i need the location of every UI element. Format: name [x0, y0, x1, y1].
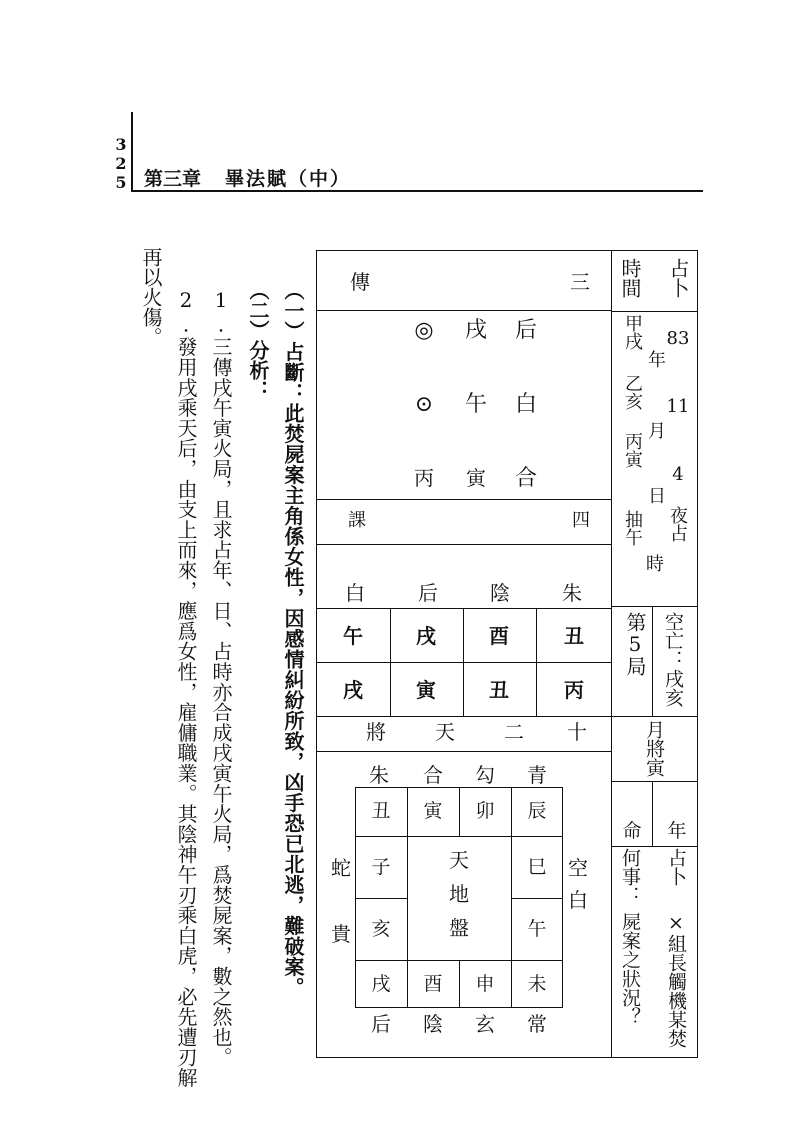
plate-branch: 辰	[527, 800, 547, 822]
plate-god: 空	[568, 856, 588, 880]
page-number-digit: 3	[115, 135, 127, 154]
san-zhuan-mark: ⊙	[414, 392, 434, 417]
plate-branch: 申	[475, 973, 495, 995]
plate-god: 貴	[331, 922, 351, 946]
time-label: 時間	[618, 258, 642, 298]
divider	[316, 716, 611, 717]
si-ke-lower: 戌	[343, 678, 363, 702]
si-ke-lower: 丑	[489, 678, 509, 702]
si-ke-god: 白	[345, 581, 365, 605]
san-zhuan-branch: 寅	[466, 466, 486, 490]
plate-god: 后	[371, 1012, 391, 1036]
divider	[652, 606, 653, 716]
month-ganzhi: 乙亥	[622, 374, 643, 410]
divider	[316, 310, 611, 311]
si-ke-title: 四	[572, 510, 590, 531]
plate-god: 常	[527, 1012, 547, 1036]
question-text: ×組長觸機某焚	[665, 912, 687, 1048]
plate-god: 陰	[423, 1012, 443, 1036]
si-ke-lower: 丙	[564, 678, 584, 702]
plate-branch: 子	[371, 856, 391, 878]
si-ke-upper: 酉	[489, 624, 509, 648]
plate-god: 青	[527, 763, 547, 787]
san-zhuan-god: 后	[514, 318, 537, 343]
night-divination: 夜占	[667, 506, 688, 542]
hour-ganzhi: 抽午	[622, 510, 643, 546]
divider	[316, 544, 611, 545]
nian-label: 年	[667, 820, 687, 842]
divider	[611, 716, 698, 717]
divider	[652, 781, 653, 846]
plate-god: 勾	[475, 763, 495, 787]
paragraph-conclusion: （一）占斷：此焚屍案主角係女性，因感情糾紛所致，凶手恐已北逃，難破案。	[281, 280, 305, 998]
question-label: 何事：	[619, 848, 641, 905]
divider	[611, 606, 698, 607]
year-number: 83	[666, 328, 690, 349]
chapter-title: 第三章	[144, 168, 202, 190]
si-ke-upper: 戌	[416, 624, 436, 648]
plate-branch: 亥	[371, 918, 391, 940]
plate-god: 合	[423, 763, 443, 787]
plate-branch: 巳	[527, 856, 547, 878]
san-zhuan-mark: ◎	[414, 318, 434, 343]
month-general: 月將寅	[643, 720, 665, 777]
san-zhuan-title: 傳	[350, 270, 370, 294]
month-label: 月	[648, 421, 666, 442]
ju-number: 第5局	[623, 612, 647, 676]
plate-branch: 未	[527, 973, 547, 995]
day-label: 日	[648, 486, 666, 507]
plate-god: 白	[568, 888, 588, 912]
ming-label: 命	[622, 820, 642, 842]
divider	[316, 662, 611, 663]
plate-god: 朱	[369, 763, 389, 787]
tian-jiang-title-char: 十	[567, 720, 587, 744]
chart-divider-vertical	[611, 250, 612, 1058]
si-ke-title: 課	[348, 510, 366, 531]
divider	[511, 787, 512, 1008]
divider	[511, 898, 563, 899]
header-rule-vertical	[131, 112, 133, 192]
plate-branch: 酉	[423, 973, 443, 995]
san-zhuan-stem: 丙	[414, 466, 434, 490]
plate-branch: 卯	[475, 800, 495, 822]
divider	[611, 781, 698, 782]
kong-wang: 空亡：戌亥	[662, 612, 684, 707]
plate-god: 玄	[475, 1012, 495, 1036]
plate-branch: 寅	[423, 800, 443, 822]
divination-question-label: 占卜	[665, 848, 687, 886]
divider	[407, 787, 408, 1008]
divider	[459, 960, 460, 1008]
san-zhuan-branch: 戌	[464, 318, 487, 343]
divider	[316, 499, 611, 500]
plate-center-label: 天	[449, 848, 469, 872]
question-text: 屍案之狀況？	[619, 912, 641, 1026]
si-ke-lower: 寅	[416, 678, 436, 702]
si-ke-upper: 午	[343, 624, 363, 648]
plate-god: 蛇	[331, 856, 351, 880]
plate-branch: 午	[527, 918, 547, 940]
paragraph-point-2: 2.發用戌乘天后，由支上而來，應爲女性，雇傭職業。其陰神午刃乘白虎，必先遭刃解	[174, 288, 198, 1088]
page-number-digit: 5	[115, 173, 127, 192]
san-zhuan-god: 合	[514, 466, 537, 491]
divination-label: 占卜	[666, 258, 690, 298]
san-zhuan-god: 白	[514, 392, 537, 417]
divider	[355, 836, 563, 837]
divider	[316, 751, 611, 752]
divider	[611, 311, 698, 312]
year-ganzhi: 甲戌	[622, 314, 643, 350]
tian-jiang-title-char: 天	[435, 720, 455, 744]
header-rule-horizontal	[131, 190, 703, 192]
month-number: 11	[666, 396, 690, 417]
section-title: 畢法賦（中）	[225, 168, 352, 190]
tian-jiang-title-char: 將	[366, 720, 386, 744]
day-number: 4	[672, 464, 684, 485]
plate-branch: 丑	[371, 800, 391, 822]
divider	[611, 846, 698, 847]
page-number-digit: 2	[115, 154, 127, 173]
paragraph-point-1: 1.三傳戌午寅火局，且求占年、日、占時亦合成戌寅午火局，爲焚屍案，數之然也。	[209, 288, 233, 1068]
si-ke-god: 后	[418, 581, 438, 605]
tian-jiang-title-char: 二	[504, 720, 524, 744]
plate-center-label: 地	[449, 882, 469, 906]
si-ke-god: 朱	[562, 581, 582, 605]
paragraph-continued: 再以火傷。	[139, 247, 163, 347]
hour-label: 時	[646, 554, 664, 575]
plate-center-label: 盤	[449, 916, 469, 940]
san-zhuan-title: 三	[570, 270, 590, 294]
paragraph-analysis-heading: （二）分析：	[246, 280, 270, 400]
page-number	[114, 135, 128, 192]
day-ganzhi: 丙寅	[622, 432, 643, 468]
si-ke-god: 陰	[490, 581, 510, 605]
divider	[355, 898, 407, 899]
san-zhuan-branch: 午	[464, 392, 487, 417]
year-label: 年	[648, 350, 666, 371]
si-ke-upper: 丑	[564, 624, 584, 648]
plate-branch: 戌	[371, 973, 391, 995]
divider	[459, 787, 460, 836]
